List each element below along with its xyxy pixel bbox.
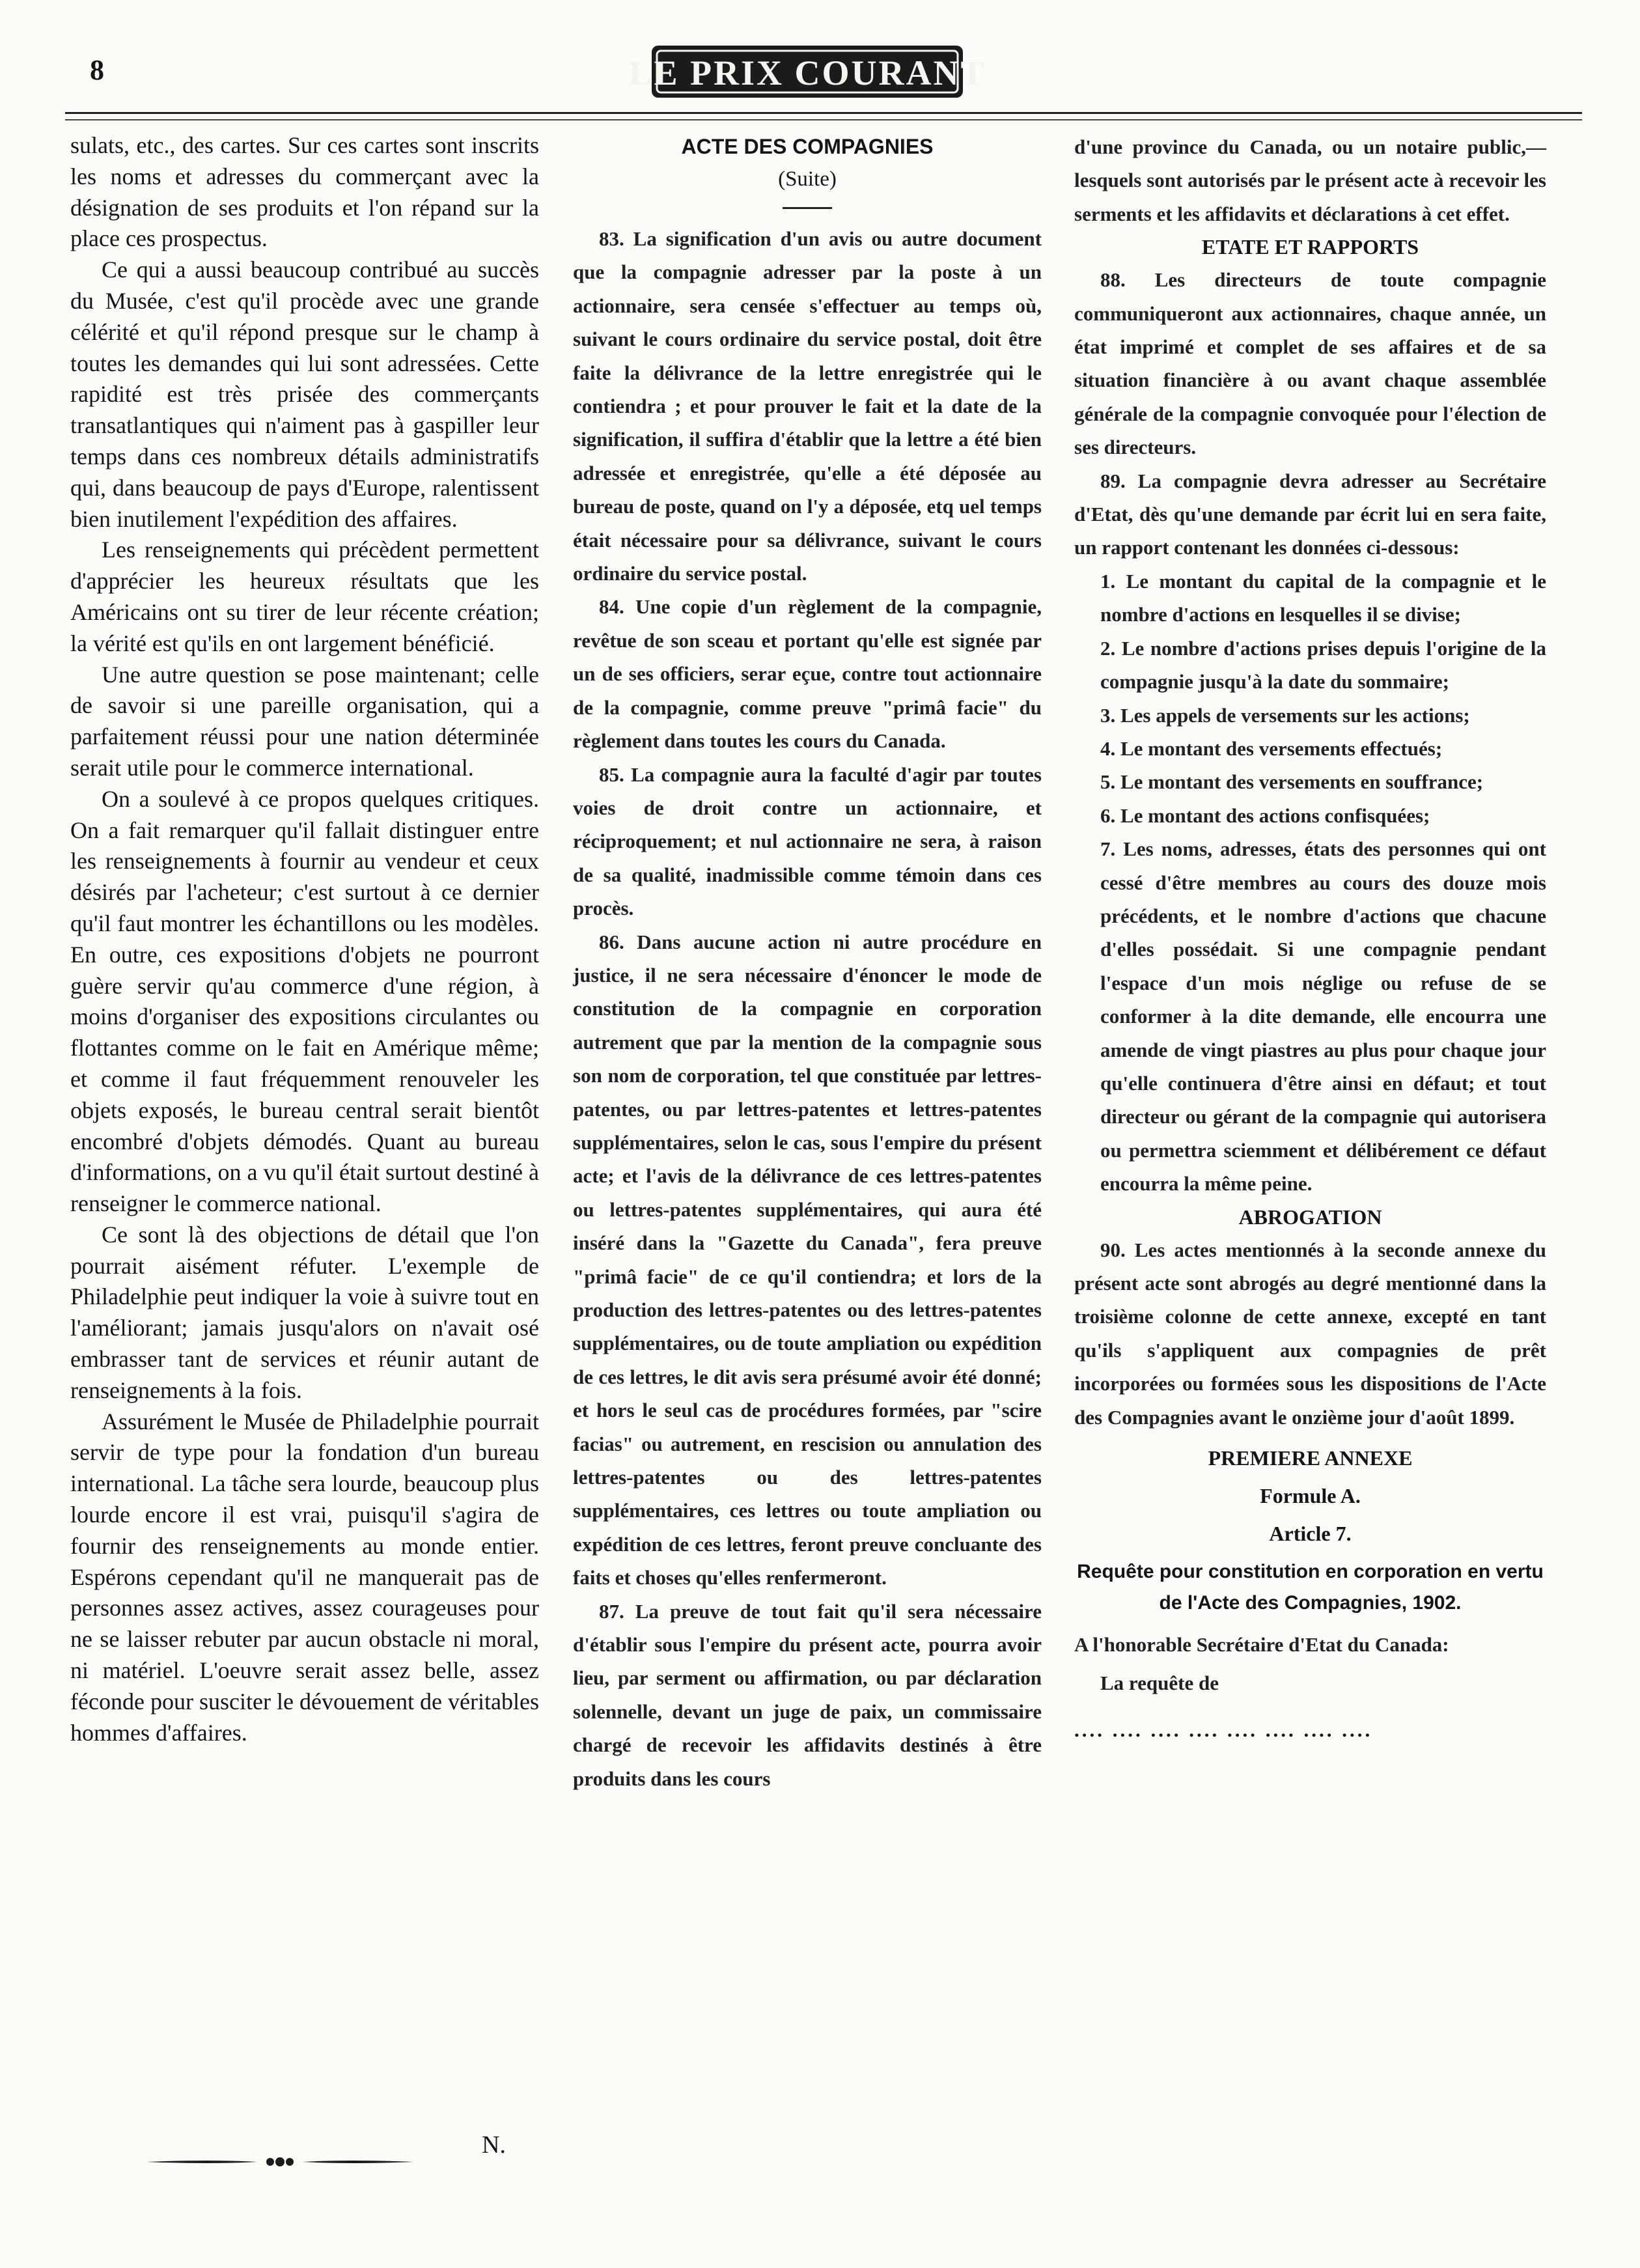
- request-start: La requête de: [1100, 1672, 1219, 1695]
- section-84: 84. Une copie d'un règlement de la compagnie, revêtue de son sceau et portant qu'elle est signée par un de ses officiers, serar eçue, contre tout actionnaire de la compagnie, comme preuve "primâ facie" du règlement dans toutes les cours du Canada.: [573, 595, 1042, 753]
- list-item: 7. Les noms, adresses, états des personnes qui ont cessé d'être membres au cours des douze mois précédents, et le nombre d'actions que chacune d'elles possédait. Si une compagnie pendant l'espace d'un mois néglige ou refuse de se conformer à la dite demande, elle encourra une amende de vingt piastres au plus pour chaque jour qu'elle continuera d'être ainsi en défaut; et tout directeur ou gérant de la compagnie qui autorisera ou permettra sciemment et délibérement ce défaut encourra la même peine.: [1100, 837, 1546, 1196]
- section-heading-etats: ETATE ET RAPPORTS: [1201, 235, 1419, 259]
- col1-paragraph: sulats, etc., des cartes. Sur ces cartes sont inscrits les noms et adresses du commerçant avec la désignation de ses produits et l'on répand sur la place ces prospectus.: [70, 132, 539, 252]
- list-item: 5. Le montant des versements en souffrance;: [1100, 770, 1484, 794]
- masthead-logo-graphic: [628, 39, 986, 104]
- article-label: Article 7.: [1269, 1522, 1352, 1546]
- header-rule: [65, 112, 1582, 120]
- column-left: [70, 130, 539, 1748]
- request-address: A l'honorable Secrétaire d'Etat du Canada:: [1074, 1633, 1449, 1657]
- formula-label: Formule A.: [1260, 1484, 1361, 1508]
- section-90: 90. Les actes mentionnés à la seconde annexe du présent acte sont abrogés au degré mentionné dans la troisième colonne de cette annexe, excepté en tant qu'ils s'appliquent aux compagnies de prêt incorporées ou formées sous les dispositions de l'Acte des Compagnies avant le onzième jour d'août 1899.: [1074, 1238, 1546, 1429]
- col1-paragraph: Assurément le Musée de Philadelphie pourrait servir de type pour la fondation d'un bureau international. La tâche sera lourde, beaucoup plus lourde encore il est vrai, puisqu'il s'agira de fournir des renseignements au monde entier. Espérons cependant qu'il ne manquerait pas de personnes assez actives, assez courageuses pour ne se laisser rebuter par aucun obstacle ni moral, ni matériel. L'oeuvre serait assez belle, assez féconde pour susciter le dévouement de véritables hommes d'affaires.: [70, 1408, 539, 1746]
- col1-paragraph: Une autre question se pose maintenant; celle de savoir si une pareille organisation, qui a parfaitement réussi pour une nation déterminée serait utile pour le commerce international.: [70, 661, 539, 781]
- svg-text:LE PRIX COURANT: LE PRIX COURANT: [628, 53, 986, 92]
- article-title: ACTE DES COMPAGNIES: [681, 135, 934, 158]
- column-middle: [573, 130, 1042, 1795]
- blank-dotted-line: .... .... .... .... .... .... .... ....: [1074, 1718, 1373, 1741]
- col1-paragraph: Les renseignements qui précèdent permettent d'apprécier les heureux résultats que les Américains ont su tirer de leur récente création; la vérité est qu'ils en ont largement bénéficié.: [70, 537, 539, 656]
- page-number: 8: [90, 54, 104, 86]
- section-88: 88. Les directeurs de toute compagnie communiqueront aux actionnaires, chaque année, un état imprimé et complet de ses affaires et de sa situation financière à ou avant chaque assemblée générale de la compagnie convoquée pour l'élection de ses directeurs.: [1074, 268, 1546, 459]
- section-heading-annexe: PREMIERE ANNEXE: [1208, 1446, 1413, 1470]
- col1-paragraph: Ce sont là des objections de détail que l'on pourrait aisément réfuter. L'exemple de Philadelphie peut indiquer la voie à suivre tout en l'améliorant; jamais jusqu'alors on n'avait osé embrasser tant de services et réunir autant de renseignements à la fois.: [70, 1221, 539, 1403]
- ornament-divider: [146, 2154, 413, 2170]
- list-item: 2. Le nombre d'actions prises depuis l'origine de la compagnie jusqu'à la date du sommaire;: [1100, 636, 1546, 693]
- request-title: Requête pour constitution en corporation en vertu de l'Acte des Compagnies, 1902.: [1077, 1561, 1544, 1614]
- section-89: 89. La compagnie devra adresser au Secrétaire d'Etat, dès qu'une demande par écrit lui en sera faite, un rapport contenant les données ci-dessous:: [1074, 469, 1546, 559]
- article-signature: N.: [482, 2131, 506, 2159]
- col1-paragraph: On a soulevé à ce propos quelques critiques. On a fait remarquer qu'il fallait distinguer entre les renseignements à fournir au vendeur et ceux désirés par l'acheteur; c'est surtout à ce dernier qu'il faut montrer les échantillons ou les modèles. En outre, ces expositions d'objets ne pourront guère servir qu'au commerce d'une région, à moins d'organiser des expositions circulantes ou flottantes comme on le fait en Amérique même; et comme il faut fréquemment renouveler les objets exposés, le bureau central serait bientôt encombré d'objets démodés. Quant au bureau d'informations, on a vu qu'il était surtout destiné à renseigner le commerce national.: [70, 785, 539, 1217]
- section-87: 87. La preuve de tout fait qu'il sera nécessaire d'établir sous l'empire du présent acte, pourra avoir lieu, par serment ou affirmation, ou par déclaration solennelle, devant un juge de paix, un commissaire chargé de recevoir les affidavits destinés à être produits dans les cours: [573, 1599, 1042, 1790]
- section-heading-abrogation: ABROGATION: [1238, 1205, 1382, 1229]
- list-item: 4. Le montant des versements effectués;: [1100, 736, 1443, 760]
- section-85: 85. La compagnie aura la faculté d'agir par toutes voies de droit contre un actionnaire, et réciproquement; et nul actionnaire ne sera, à raison de sa qualité, inadmissible comme témoin dans ces procès.: [573, 763, 1042, 920]
- masthead-logo: [628, 39, 986, 104]
- section-87-continued: d'une province du Canada, ou un notaire public,—lesquels sont autorisés par le présent acte à recevoir les serments et les affidavits et déclarations à cet effet.: [1074, 135, 1546, 225]
- list-item: 6. Le montant des actions confisquées;: [1100, 804, 1430, 827]
- col1-paragraph: Ce qui a aussi beaucoup contribué au succès du Musée, c'est qu'il procède avec une grande célérité et qu'il répond presque sur le champ à toutes les demandes qui lui sont adressées. Cette rapidité est très prisée des commerçants transatlantiques qui n'aiment pas à gaspiller leur temps dans ces nombreux détails administratifs qui, dans beaucoup de pays d'Europe, ralentissent bien inutilement l'expédition des affaires.: [70, 257, 539, 532]
- title-divider: [783, 207, 832, 209]
- section-86: 86. Dans aucune action ni autre procédure en justice, il ne sera nécessaire d'énoncer le mode de constitution de la compagnie en corporation autrement que par la mention de la compagnie sous son nom de corporation, tel que constituée par lettres-patentes, ou par lettres-patentes et lettres-patentes supplémentaires, selon le cas, sous l'empire du présent acte; et l'avis de la délivrance de ces lettres-patentes ou lettres-patentes supplémentaires, qui aura été inséré dans la "Gazette du Canada", fera preuve "primâ facie" de ce qu'il contiendra; et lors de la production des lettres-patentes ou des lettres-patentes supplémentaires, ou de toute ampliation ou expédition de ces lettres, le dit avis sera présumé avoir été donné; et hors le seul cas de procédures formées, par "scire facias" ou autrement, en rescision ou annulation des lettres-patentes ou des lettres-patentes supplémentaires, ces lettres ou toute ampliation ou expédition de ces lettres, feront preuve concluante des faits et choses qu'elles renfermeront.: [573, 930, 1042, 1589]
- article-subtitle: (Suite): [778, 167, 837, 191]
- list-item: 1. Le montant du capital de la compagnie et le nombre d'actions en lesquelles il se divise;: [1100, 569, 1546, 626]
- list-item: 3. Les appels de versements sur les actions;: [1100, 703, 1470, 727]
- section-83: 83. La signification d'un avis ou autre document que la compagnie adresser par la poste à un actionnaire, sera censée s'effectuer au temps où, suivant le cours ordinaire du service postal, doit être faite la délivrance de la lettre enregistrée qui le contiendra ; et pour prouver le fait et la date de la signification, il suffira d'établir que la lettre a été bien adressée et enregistrée, qu'elle a été déposée au bureau de poste, quand on l'y a déposée, etq uel temps était nécessaire pour sa délivrance, suivant le cours ordinaire du service postal.: [573, 227, 1042, 585]
- column-right: [1074, 130, 1546, 1742]
